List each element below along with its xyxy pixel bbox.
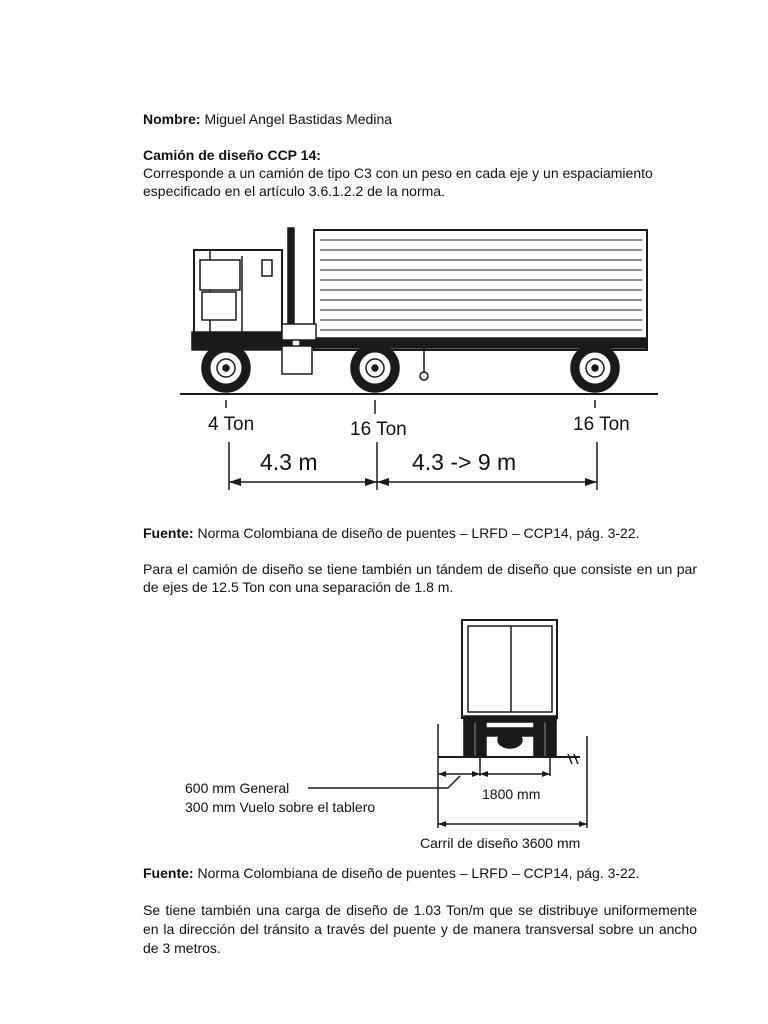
source-note-1 — [143, 524, 697, 542]
section-body: Corresponde a un camión de tipo C3 con un peso en cada eje y un espaciamiento especificado en el artículo 3.6.1.2.2 de la norma. — [143, 165, 653, 199]
label-axle-width: 1800 mm — [482, 786, 541, 802]
lane-load-paragraph: Se tiene también una carga de diseño de 1.03 Ton/m que se distribuye uniformemente en la dirección del tránsito a través del puente y de manera transversal sobre un ancho de 3 metros. — [143, 902, 697, 956]
load-label-rear: 16 Ton — [573, 414, 630, 435]
label-lane-width: Carril de diseño 3600 mm — [420, 835, 581, 851]
lane-diagram — [180, 616, 600, 856]
source-text-2: Norma Colombiana de diseño de puentes – LRFD – CCP14, pág. 3-22. — [197, 865, 640, 881]
section-title-text: Camión de diseño CCP 14: — [143, 147, 321, 163]
truck-diagram — [180, 220, 660, 500]
source-text-1: Norma Colombiana de diseño de puentes – LRFD – CCP14, pág. 3-22. — [197, 525, 640, 541]
source-label-1: Fuente: — [143, 525, 194, 541]
name-label: Nombre: — [143, 111, 201, 127]
spacing-label-2: 4.3 -> 9 m — [412, 449, 517, 475]
tandem-paragraph: Para el camión de diseño se tiene también un tándem de diseño que consiste en un par de ejes de 12.5 Ton con una separación de 1.8 m. — [143, 561, 697, 595]
name-value: Miguel Angel Bastidas Medina — [204, 111, 393, 127]
source-note-2 — [143, 864, 697, 882]
author-line — [143, 110, 697, 128]
source-label-2: Fuente: — [143, 865, 194, 881]
spacing-label-1: 4.3 m — [260, 449, 318, 475]
load-label-front: 4 Ton — [208, 414, 255, 435]
load-label-middle: 16 Ton — [350, 419, 407, 440]
label-general: 600 mm General — [185, 780, 290, 796]
section-title — [143, 146, 697, 164]
label-overhang: 300 mm Vuelo sobre el tablero — [185, 799, 376, 815]
